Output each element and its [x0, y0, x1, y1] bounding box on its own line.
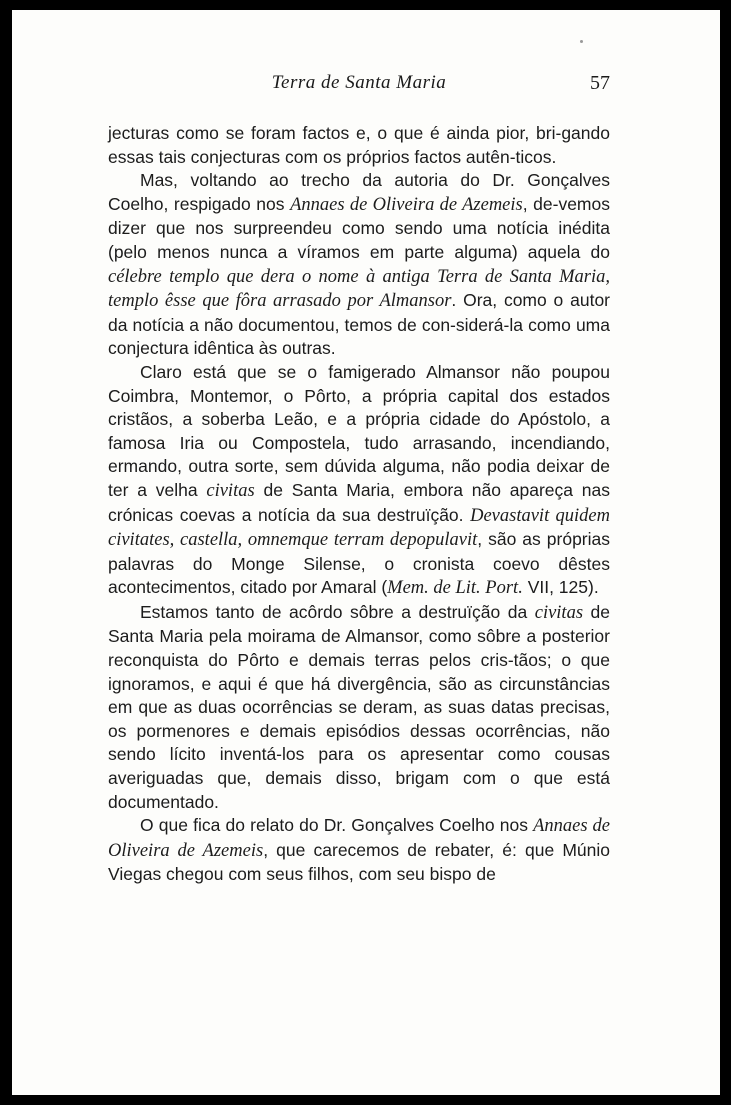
book-page [12, 10, 720, 1095]
paragraph-almansor [108, 361, 610, 601]
text-run: VII, 125). [522, 577, 599, 598]
italic-text-run: Annaes de Oliveira de Azemeis [290, 194, 523, 215]
italic-text-run: Mem. de Lit. Port. [387, 578, 523, 599]
text-run: Estamos tanto de acôrdo sôbre a destruïção da [140, 601, 535, 622]
paragraph-munio-viegas [108, 814, 610, 887]
text-run: jecturas como se foram factos e, o que é ainda pior, bri-gando essas tais conjecturas com os próprios factos autên-ticos. [108, 123, 610, 167]
text-run: Mas, voltando ao trecho da autoria do Dr. Gonçalves Coelho, respigado nos [108, 170, 610, 214]
text-run: de Santa Maria pela moirama de Almansor, como sôbre a posterior reconquista do Pôrto e demais terras pelos cris-tãos; o que ignoramos, e aqui é que há divergência, são as circunstâncias em que as duas ocorrências se deram, as suas datas precisas, os pormenores e demais episódios dessas ocorrências, não sendo lícito inventá-los para os apresentar como cousas averiguadas que, demais disso, brigam com o que está documentado. [108, 601, 611, 812]
text-run: de Santa Maria, embora não apareça nas crónicas coevas a notícia da sua destruïção. [108, 479, 611, 525]
text-run: , são as próprias palavras do Monge Silense, o cronista coevo dêstes acontecimentos, citado por Amaral ( [108, 529, 610, 598]
body-text [108, 122, 610, 887]
text-run: Claro está que se o famigerado Almansor não poupou Coimbra, Montemor, o Pôrto, a própria capital dos estados cristãos, a soberba Leão, e a própria cidade do Apóstolo, a famosa Iria ou Compostela, tudo arrasando, incendiando, ermando, outra sorte, sem dúvida alguma, não podia deixar de ter a velha [108, 361, 610, 500]
page-number: 57 [590, 72, 610, 94]
paragraph-civitas-destruction [108, 601, 610, 814]
text-run: O que fica do relato do Dr. Gonçalves Coelho nos [140, 815, 534, 836]
running-title: Terra de Santa Maria [271, 72, 447, 93]
paragraph-gonçalves-coelho [108, 169, 610, 361]
italic-text-run: célebre templo que dera o nome à antiga Terra de Santa Maria, templo êsse que fôra arrasado por Almansor [108, 266, 610, 312]
italic-text-run: Devastavit quidem civitates, castella, omnemque terram depopulavit [108, 505, 610, 551]
italic-text-run: Annaes de Oliveira de Azemeis [108, 816, 610, 861]
paragraph-continuation [108, 122, 610, 169]
paper-speck [580, 40, 583, 43]
text-run: . Ora, como o autor da notícia a não documentou, temos de con-siderá-la como uma conjectura idêntica às outras. [108, 290, 611, 359]
italic-text-run: civitas [206, 480, 255, 501]
text-run: , que carecemos de rebater, é: que Múnio Viegas chegou com seus filhos, com seu bispo de [108, 839, 610, 885]
page-header [108, 72, 610, 102]
italic-text-run: civitas [534, 602, 584, 623]
text-run: , de-vemos dizer que nos surpreendeu como sendo uma notícia inédita (pelo menos nunca a víramos em parte alguma) aquela do [108, 193, 610, 262]
